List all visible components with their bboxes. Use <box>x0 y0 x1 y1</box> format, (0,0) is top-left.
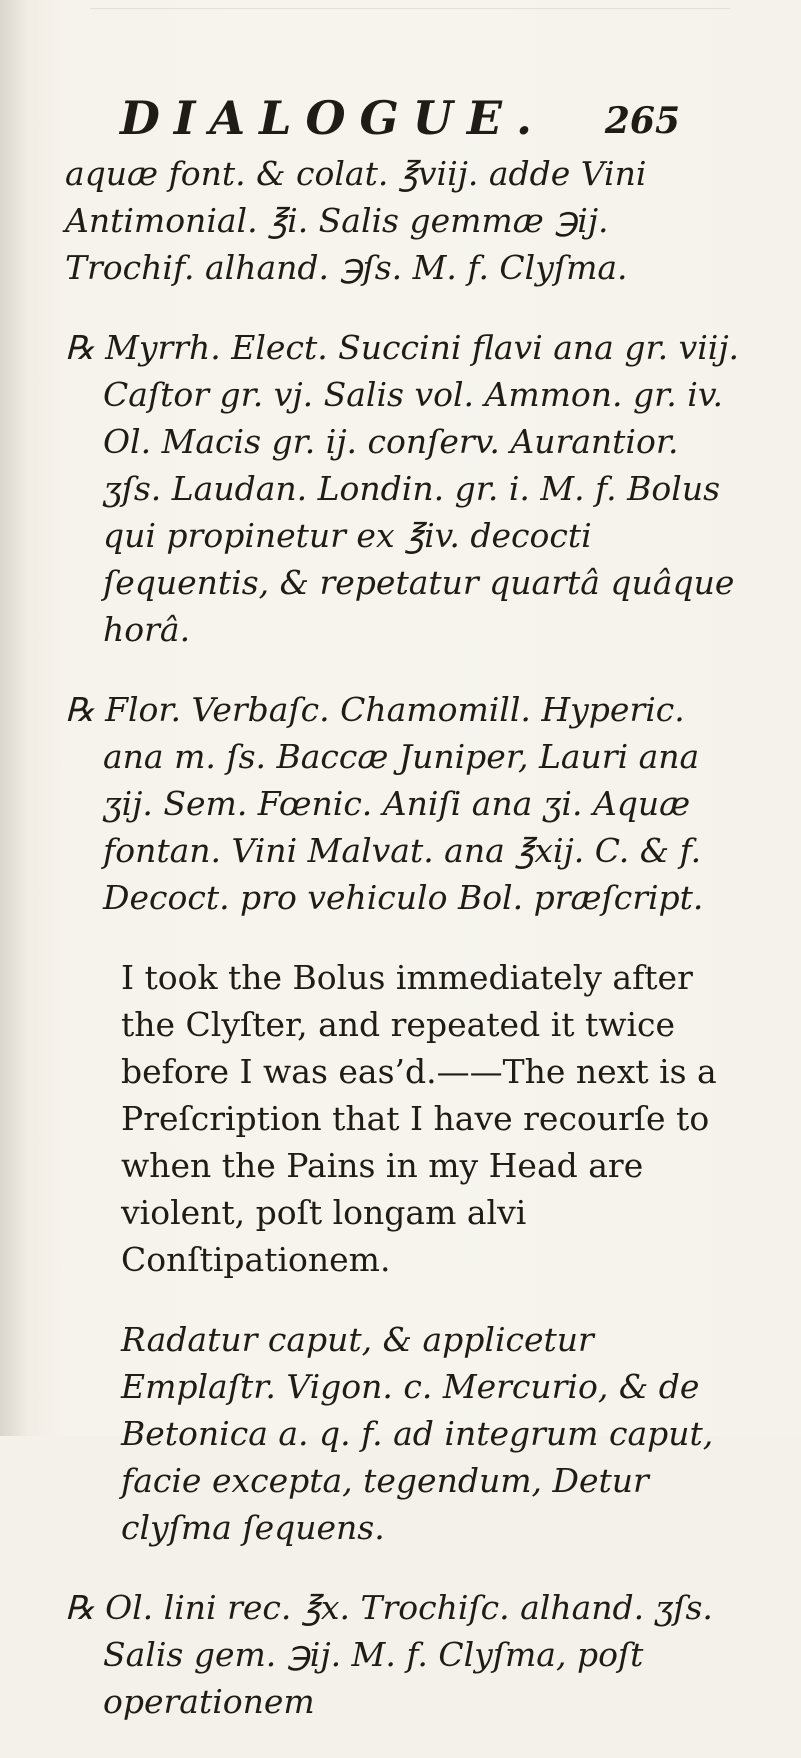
page-header <box>120 91 680 145</box>
page-edge-shadow <box>0 0 28 1436</box>
paragraph-4: I took the Bolus immediately after the Clyſter, and repeated it twice before I was eas’d.——The next is a Preſcription that I have recourſe to when the Pains in my Head are violent, poſt longam alvi Conſtipationem. <box>121 958 717 1279</box>
running-title: DIALOGUE. <box>120 91 546 145</box>
paragraph-6: ℞ Ol. lini rec. ℥x. Trochiſc. alhand. ʒſs. Salis gem. ℈ij. M. f. Clyſma, poſt operationem <box>65 1588 713 1721</box>
paragraph-2: ℞ Myrrh. Elect. Succini flavi ana gr. viij. Caſtor gr. vj. Salis vol. Ammon. gr. iv. Ol. Macis gr. ij. conſerv. Aurantior. ʒſs. Laudan. Londin. gr. i. M. f. Bolus qui propinetur ex ℥iv. decocti ſequentis, & repetatur quartâ quâque horâ. <box>65 328 740 649</box>
paragraph-1: aquæ font. & colat. ℥viij. adde Vini Antimonial. ℥i. Salis gemmæ ℈ij. Trochif. alhand. ℈ſs. M. f. Clyſma. <box>65 154 647 287</box>
paragraph-3: ℞ Flor. Verbaſc. Chamomill. Hyperic. ana m. ſs. Baccæ Juniper, Lauri ana ʒij. Sem. Fœnic. Aniſi ana ʒi. Aquæ fontan. Vini Malvat. ana ℥xij. C. & f. Decoct. pro vehiculo Bol. præſcript. <box>65 690 704 917</box>
paragraph-5: Radatur caput, & applicetur Emplaſtr. Vigon. c. Mercurio, & de Betonica a. q. f. ad integrum caput, facie excepta, tegendum, Detur clyſma ſequens. <box>121 1320 714 1547</box>
page-number: 265 <box>604 100 680 142</box>
top-page-line <box>90 0 730 9</box>
page-content <box>65 150 740 1758</box>
